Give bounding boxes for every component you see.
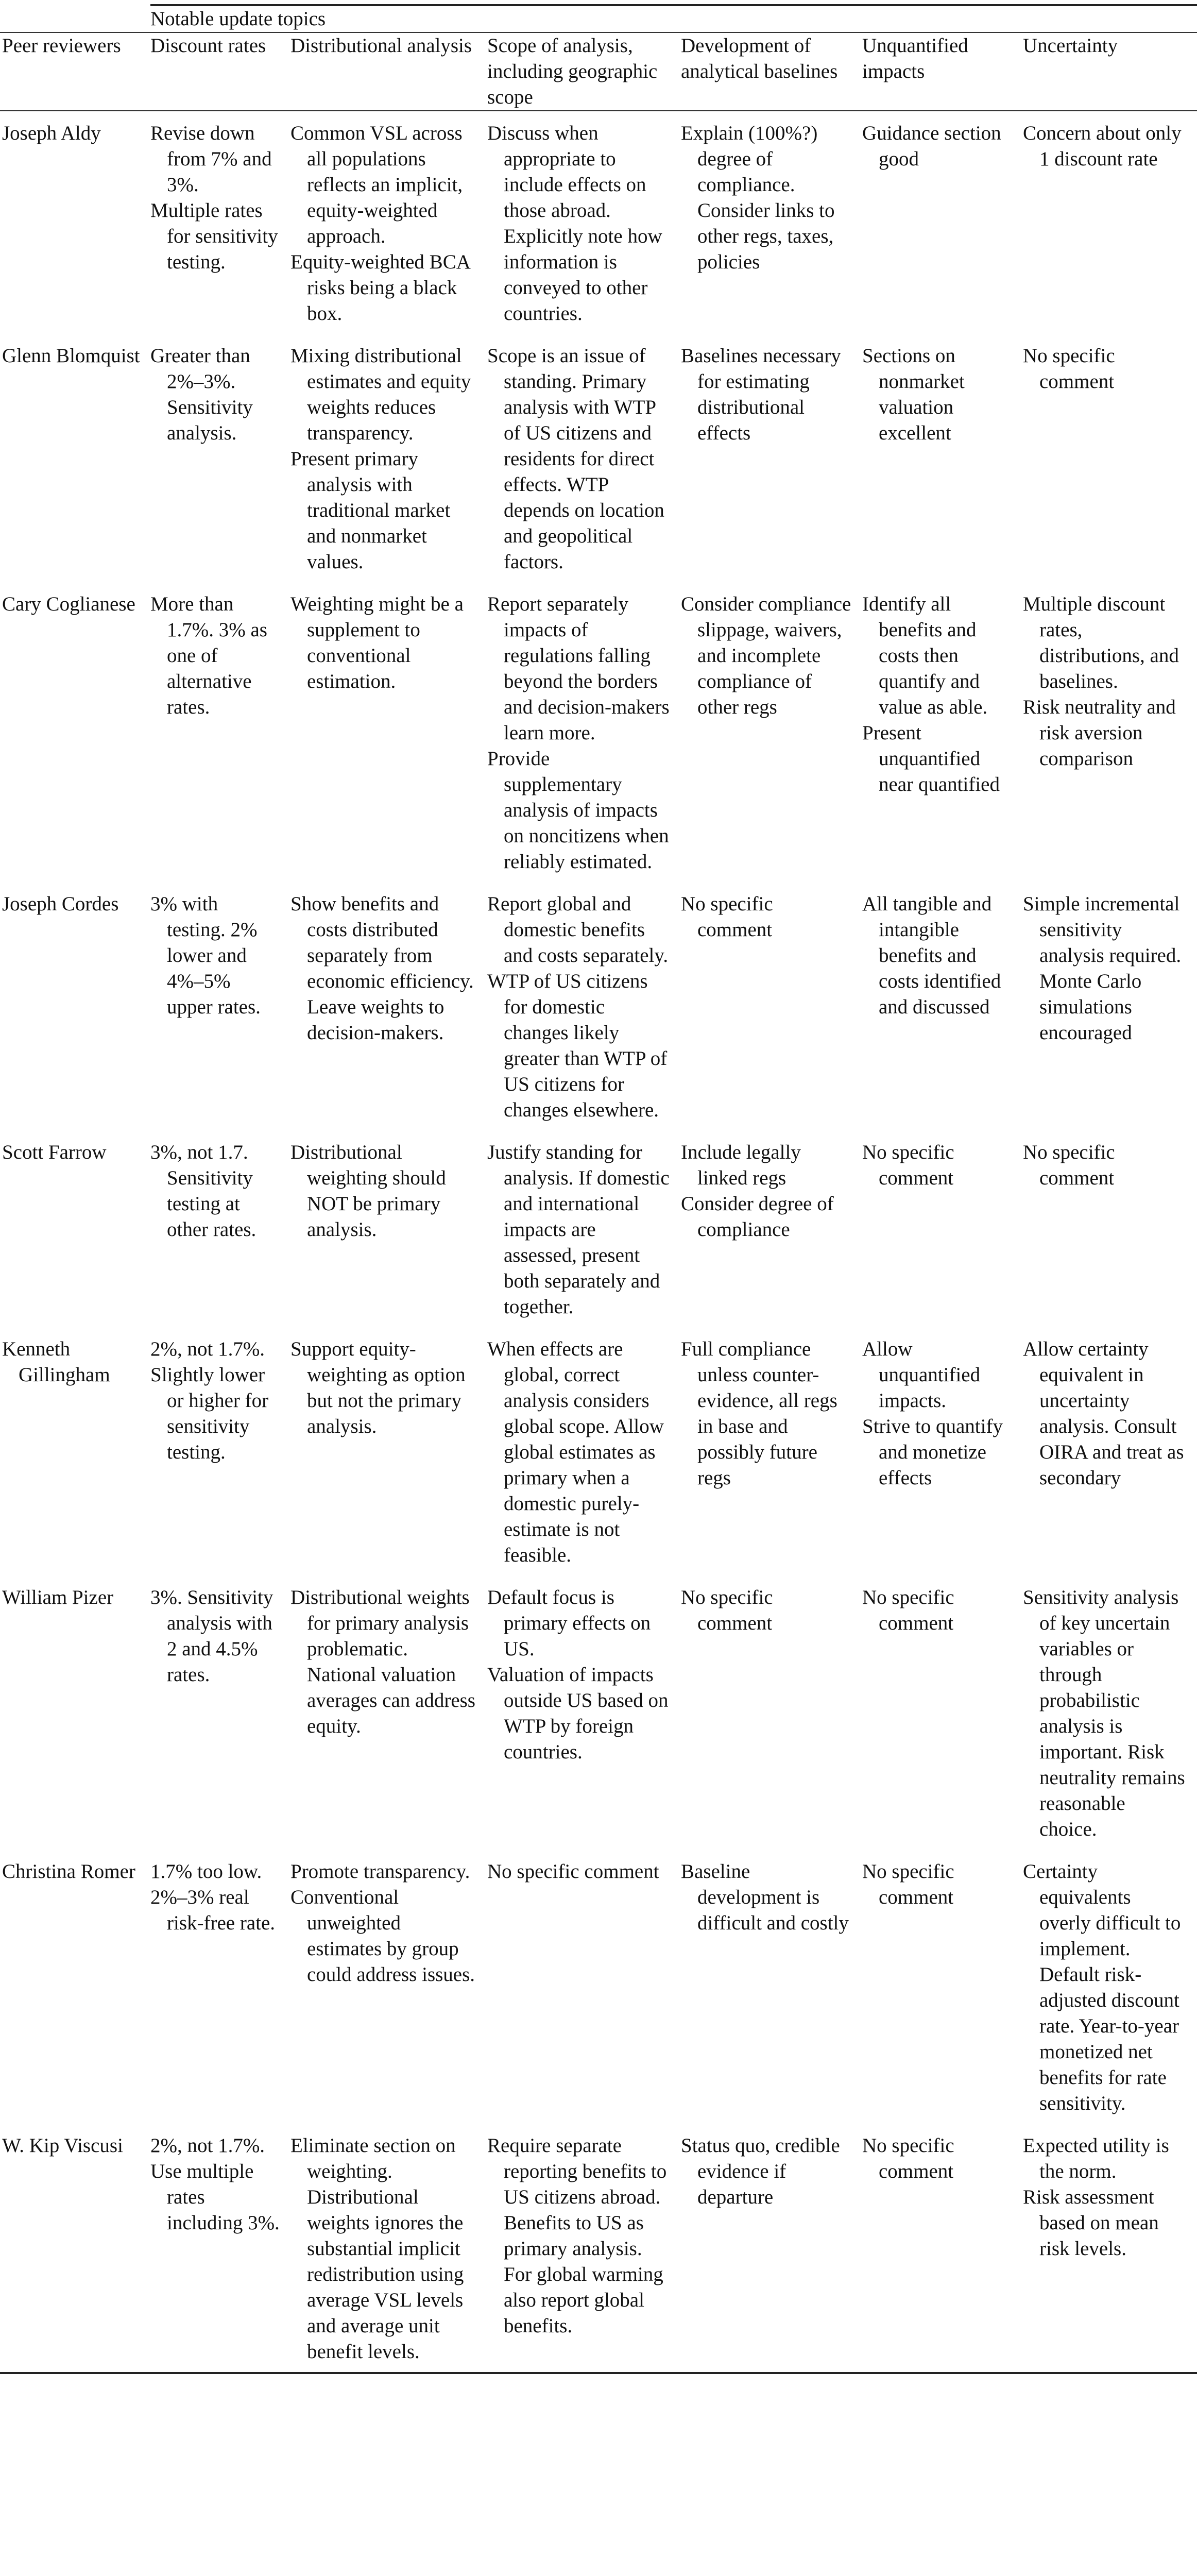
- uncertainty-cell: [1023, 1850, 1197, 2124]
- table-row: [0, 1575, 1197, 1850]
- column-header: Discount rates: [150, 32, 290, 111]
- baselines-cell: [681, 1850, 862, 2124]
- discount-rates-cell: [150, 111, 290, 334]
- cell-paragraph: Simple incremental sensitivity analysis required. Monte Carlo simulations encouraged: [1023, 893, 1182, 1044]
- cell-paragraph: More than 1.7%. 3% as one of alternative rates.: [150, 593, 267, 718]
- discount-rates-cell: [150, 882, 290, 1130]
- unquantified-impacts-cell: [862, 1130, 1023, 1327]
- discount-rates-cell: [150, 334, 290, 582]
- discount-rates-cell: [150, 1130, 290, 1327]
- scope-cell: [487, 1850, 681, 2124]
- baselines-cell: [681, 882, 862, 1130]
- cell-paragraph: Conventional unweighted estimates by group could address issues.: [290, 1886, 475, 1986]
- unquantified-impacts-cell: [862, 1575, 1023, 1850]
- reviewer-name-cell: [0, 334, 150, 582]
- cell-paragraph: Explain (100%?) degree of compliance. Consider links to other regs, taxes, policies: [681, 122, 835, 273]
- distributional-analysis-cell: [290, 1327, 487, 1575]
- cell-paragraph: Promote transparency.: [290, 1860, 470, 1883]
- reviewer-name-cell: [0, 1575, 150, 1850]
- table-row: [0, 1327, 1197, 1575]
- uncertainty-cell: [1023, 2124, 1197, 2373]
- cell-paragraph: Strive to quantify and monetize effects: [862, 1415, 1003, 1489]
- cell-paragraph: Identify all benefits and costs then quantify and value as able.: [862, 593, 988, 718]
- cell-paragraph: Consider degree of compliance: [681, 1193, 834, 1241]
- reviewer-name: Joseph Aldy: [2, 122, 101, 144]
- cell-paragraph: Use multiple rates including 3%.: [150, 2160, 280, 2234]
- unquantified-impacts-cell: [862, 334, 1023, 582]
- baselines-cell: [681, 334, 862, 582]
- cell-paragraph: Distributional weighting should NOT be primary analysis.: [290, 1141, 446, 1241]
- cell-paragraph: All tangible and intangible benefits and costs identified and discussed: [862, 893, 1001, 1018]
- cell-paragraph: Guidance section good: [862, 122, 1001, 170]
- reviewer-name-cell: [0, 2124, 150, 2373]
- scope-cell: [487, 582, 681, 882]
- uncertainty-cell: [1023, 111, 1197, 334]
- cell-paragraph: No specific comment: [487, 1860, 659, 1883]
- column-header-row: [0, 32, 1197, 111]
- cell-paragraph: No specific comment: [1023, 1141, 1115, 1189]
- cell-paragraph: Baseline development is difficult and costly: [681, 1860, 849, 1934]
- table-row: [0, 1130, 1197, 1327]
- table-row: [0, 882, 1197, 1130]
- cell-paragraph: No specific comment: [1023, 345, 1115, 393]
- cell-paragraph: Risk assessment based on mean risk levels.: [1023, 2186, 1159, 2260]
- cell-paragraph: 2%–3% real risk-free rate.: [150, 1886, 276, 1934]
- cell-paragraph: Allow unquantified impacts.: [862, 1338, 981, 1412]
- cell-paragraph: 2%, not 1.7%.: [150, 1338, 265, 1360]
- unquantified-impacts-cell: [862, 582, 1023, 882]
- cell-paragraph: Report separately impacts of regulations falling beyond the borders and decision-makers learn more.: [487, 593, 670, 744]
- cell-paragraph: Slightly lower or higher for sensitivity testing.: [150, 1364, 269, 1463]
- peer-review-table: [0, 4, 1197, 2374]
- cell-paragraph: 3% with testing. 2% lower and 4%–5% upper rates.: [150, 893, 261, 1018]
- reviewer-name-cell: [0, 111, 150, 334]
- cell-paragraph: WTP of US citizens for domestic changes likely greater than WTP of US citizens for changes elsewhere.: [487, 970, 668, 1121]
- distributional-analysis-cell: [290, 334, 487, 582]
- table-row: [0, 2124, 1197, 2373]
- cell-paragraph: Provide supplementary analysis of impacts on noncitizens when reliably estimated.: [487, 748, 669, 873]
- discount-rates-cell: [150, 582, 290, 882]
- cell-paragraph: Consider compliance slippage, waivers, and incomplete compliance of other regs: [681, 593, 851, 718]
- cell-paragraph: Sensitivity analysis of key uncertain variables or through probabilistic analysis is important. Risk neutrality remains reasonable choice.: [1023, 1586, 1185, 1840]
- cell-paragraph: No specific comment: [862, 1141, 954, 1189]
- table-row: [0, 334, 1197, 582]
- scope-cell: [487, 1130, 681, 1327]
- cell-paragraph: Eliminate section on weighting. Distributional weights ignores the substantial implicit redistribution using average VSL levels and average unit benefit levels.: [290, 2134, 464, 2363]
- cell-paragraph: Require separate reporting benefits to US citizens abroad. Benefits to US as primary analysis. For global warming also report global benefits.: [487, 2134, 667, 2337]
- discount-rates-cell: [150, 2124, 290, 2373]
- cell-paragraph: No specific comment: [681, 1586, 773, 1634]
- cell-paragraph: Full compliance unless counter-evidence, all regs in base and possibly future regs: [681, 1338, 837, 1489]
- distributional-analysis-cell: [290, 1850, 487, 2124]
- distributional-analysis-cell: [290, 111, 487, 334]
- cell-paragraph: Default focus is primary effects on US.: [487, 1586, 651, 1660]
- discount-rates-cell: [150, 1575, 290, 1850]
- cell-paragraph: Distributional weights for primary analysis problematic. National valuation averages can address equity.: [290, 1586, 475, 1737]
- cell-paragraph: Allow certainty equivalent in uncertainty analysis. Consult OIRA and treat as secondary: [1023, 1338, 1184, 1489]
- table-body: [0, 111, 1197, 2373]
- cell-paragraph: Status quo, credible evidence if departure: [681, 2134, 840, 2208]
- distributional-analysis-cell: [290, 1130, 487, 1327]
- cell-paragraph: 3%, not 1.7. Sensitivity testing at other rates.: [150, 1141, 256, 1241]
- table-row: [0, 111, 1197, 334]
- reviewer-name: Christina Romer: [2, 1860, 135, 1883]
- uncertainty-cell: [1023, 1327, 1197, 1575]
- table-row: [0, 1850, 1197, 2124]
- reviewer-name: Glenn Blomquist: [2, 345, 140, 367]
- cell-paragraph: No specific comment: [862, 1586, 954, 1634]
- cell-paragraph: No specific comment: [681, 893, 773, 941]
- unquantified-impacts-cell: [862, 2124, 1023, 2373]
- reviewer-name: W. Kip Viscusi: [2, 2134, 123, 2157]
- column-header: Scope of analysis, including geographic scope: [487, 32, 681, 111]
- cell-paragraph: Support equity-weighting as option but not the primary analysis.: [290, 1338, 466, 1437]
- distributional-analysis-cell: [290, 582, 487, 882]
- cell-paragraph: Scope is an issue of standing. Primary analysis with WTP of US citizens and residents for direct effects. WTP depends on location and geopolitical factors.: [487, 345, 664, 573]
- reviewer-name: Joseph Cordes: [2, 893, 119, 915]
- cell-paragraph: Risk neutrality and risk aversion comparison: [1023, 696, 1176, 770]
- column-header: Distributional analysis: [290, 32, 487, 111]
- column-header: Uncertainty: [1023, 32, 1197, 111]
- cell-paragraph: Weighting might be a supplement to conventional estimation.: [290, 593, 464, 692]
- cell-paragraph: Common VSL across all populations reflects an implicit, equity-weighted approach.: [290, 122, 463, 247]
- uncertainty-cell: [1023, 334, 1197, 582]
- baselines-cell: [681, 582, 862, 882]
- cell-paragraph: Valuation of impacts outside US based on WTP by foreign countries.: [487, 1664, 669, 1763]
- cell-paragraph: 2%, not 1.7%.: [150, 2134, 265, 2157]
- cell-paragraph: Sections on nonmarket valuation excellent: [862, 345, 965, 444]
- cell-paragraph: Expected utility is the norm.: [1023, 2134, 1169, 2182]
- cell-paragraph: Concern about only 1 discount rate: [1023, 122, 1182, 170]
- cell-paragraph: Mixing distributional estimates and equity weights reduces transparency.: [290, 345, 471, 444]
- cell-paragraph: No specific comment: [862, 2134, 954, 2182]
- unquantified-impacts-cell: [862, 111, 1023, 334]
- baselines-cell: [681, 1575, 862, 1850]
- scope-cell: [487, 1575, 681, 1850]
- cell-paragraph: No specific comment: [862, 1860, 954, 1908]
- cell-paragraph: 3%. Sensitivity analysis with 2 and 4.5% rates.: [150, 1586, 273, 1686]
- scope-cell: [487, 111, 681, 334]
- uncertainty-cell: [1023, 1130, 1197, 1327]
- reviewer-name: Cary Coglianese: [2, 593, 135, 615]
- cell-paragraph: 1.7% too low.: [150, 1860, 262, 1883]
- cell-paragraph: Show benefits and costs distributed separately from economic efficiency. Leave weights to decision-makers.: [290, 893, 474, 1044]
- reviewer-name: William Pizer: [2, 1586, 114, 1608]
- column-header: Development of analytical baselines: [681, 32, 862, 111]
- baselines-cell: [681, 1327, 862, 1575]
- cell-paragraph: When effects are global, correct analysis considers global scope. Allow global estimates as primary when a domestic purely-estimate is not feasible.: [487, 1338, 664, 1566]
- distributional-analysis-cell: [290, 2124, 487, 2373]
- cell-paragraph: Certainty equivalents overly difficult to implement. Default risk-adjusted discount rate. Year-to-year monetized net benefits for rate sensitivity.: [1023, 1860, 1181, 2114]
- scope-cell: [487, 882, 681, 1130]
- scope-cell: [487, 1327, 681, 1575]
- unquantified-impacts-cell: [862, 882, 1023, 1130]
- cell-paragraph: Baselines necessary for estimating distributional effects: [681, 345, 841, 444]
- cell-paragraph: Revise down from 7% and 3%.: [150, 122, 272, 196]
- cell-paragraph: Equity-weighted BCA risks being a black box.: [290, 251, 470, 325]
- reviewer-name: Scott Farrow: [2, 1141, 107, 1163]
- cell-paragraph: Greater than 2%–3%. Sensitivity analysis.: [150, 345, 253, 444]
- reviewer-name-cell: [0, 1327, 150, 1575]
- baselines-cell: [681, 1130, 862, 1327]
- cell-paragraph: Report global and domestic benefits and costs separately.: [487, 893, 669, 967]
- cell-paragraph: Discuss when appropriate to include effects on those abroad. Explicitly note how information is conveyed to other countries.: [487, 122, 662, 325]
- reviewer-name-cell: [0, 1130, 150, 1327]
- cell-paragraph: Multiple discount rates, distributions, and baselines.: [1023, 593, 1179, 692]
- unquantified-impacts-cell: [862, 1327, 1023, 1575]
- group-header: Notable update topics: [150, 5, 1197, 32]
- baselines-cell: [681, 2124, 862, 2373]
- unquantified-impacts-cell: [862, 1850, 1023, 2124]
- scope-cell: [487, 334, 681, 582]
- discount-rates-cell: [150, 1850, 290, 2124]
- uncertainty-cell: [1023, 1575, 1197, 1850]
- reviewer-name-cell: [0, 1850, 150, 2124]
- scope-cell: [487, 2124, 681, 2373]
- column-header: Peer reviewers: [0, 32, 150, 111]
- table-row: [0, 582, 1197, 882]
- group-header-row: [0, 5, 1197, 32]
- cell-paragraph: Multiple rates for sensitivity testing.: [150, 199, 278, 273]
- baselines-cell: [681, 111, 862, 334]
- distributional-analysis-cell: [290, 882, 487, 1130]
- discount-rates-cell: [150, 1327, 290, 1575]
- cell-paragraph: Present unquantified near quantified: [862, 722, 1000, 795]
- column-header: Unquantified impacts: [862, 32, 1023, 111]
- cell-paragraph: Justify standing for analysis. If domestic and international impacts are assessed, present both separately and together.: [487, 1141, 670, 1318]
- uncertainty-cell: [1023, 882, 1197, 1130]
- uncertainty-cell: [1023, 582, 1197, 882]
- cell-paragraph: Include legally linked regs: [681, 1141, 801, 1189]
- distributional-analysis-cell: [290, 1575, 487, 1850]
- reviewer-name: Kenneth Gillingham: [2, 1338, 110, 1386]
- reviewer-name-cell: [0, 582, 150, 882]
- cell-paragraph: Present primary analysis with traditional market and nonmarket values.: [290, 448, 451, 573]
- reviewer-name-cell: [0, 882, 150, 1130]
